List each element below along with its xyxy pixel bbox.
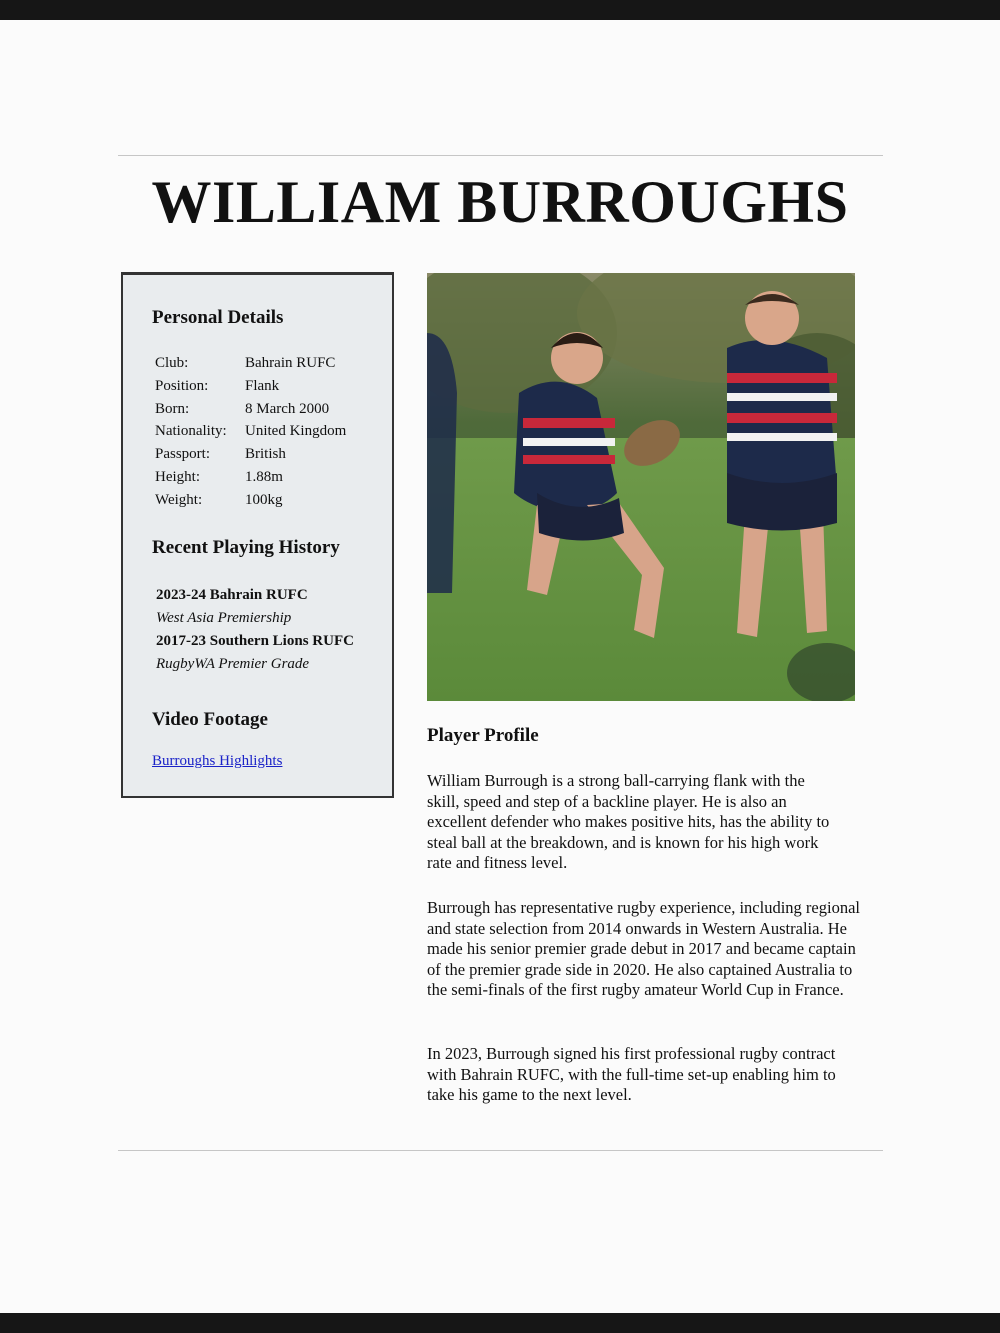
history-entry-club	[156, 631, 354, 654]
personal-details-heading: Personal Details	[152, 307, 284, 328]
detail-row	[155, 355, 346, 378]
history-league: West Asia Premiership	[156, 610, 292, 626]
top-divider	[118, 155, 883, 156]
detail-value: United Kingdom	[245, 423, 347, 440]
detail-value: Bahrain RUFC	[245, 355, 336, 371]
history-years: 2017-23	[156, 633, 206, 649]
detail-row	[155, 492, 346, 515]
detail-label: Position:	[155, 377, 209, 394]
details-sidebar	[121, 272, 394, 798]
detail-value: 8 March 2000	[245, 400, 330, 417]
detail-row	[155, 423, 346, 446]
history-club: Southern Lions RUFC	[209, 633, 354, 649]
detail-value: 100kg	[245, 491, 283, 508]
detail-value: British	[245, 446, 286, 463]
player-profile-heading: Player Profile	[427, 725, 539, 746]
detail-label: Club:	[155, 355, 189, 371]
detail-row	[155, 446, 346, 469]
bottom-page-bar	[0, 1313, 1000, 1333]
detail-value: 1.88m	[245, 468, 283, 485]
detail-label: Passport:	[155, 446, 211, 463]
detail-row	[155, 469, 346, 492]
detail-row	[155, 378, 346, 401]
player-action-photo	[427, 273, 855, 701]
playing-history-heading: Recent Playing History	[152, 537, 340, 558]
history-league: RugbyWA Premier Grade	[156, 656, 310, 672]
profile-paragraph: In 2023, Burrough signed his first professional rugby contract with Bahrain RUFC, with the full-time set-up enabling him to take his game to the next level.	[427, 1044, 836, 1105]
profile-paragraph: Burrough has representative rugby experience, including regional and state selection from 2014 onwards in Western Australia. He made his senior premier grade debut in 2017 and became captain of the premier grade side in 2020. He also captained Australia to the semi-finals of the first rugby amateur World Cup in France.	[427, 898, 860, 1000]
personal-details-table	[155, 355, 346, 515]
history-entry-club	[156, 585, 354, 608]
player-name-title: WILLIAM BURROUGHS	[151, 169, 849, 235]
playing-history-list	[156, 585, 354, 677]
history-years: 2023-24	[156, 587, 206, 603]
highlights-video-link[interactable]: Burroughs Highlights	[152, 753, 283, 769]
detail-value: Flank	[245, 377, 280, 394]
detail-label: Height:	[155, 468, 200, 485]
profile-paragraph: William Burrough is a strong ball-carrying flank with the skill, speed and step of a backline player. He is also an excellent defender who makes positive hits, has the ability to steal ball at the breakdown, and is known for his high work rate and fitness level.	[427, 771, 830, 873]
detail-label: Weight:	[155, 491, 203, 508]
history-club: Bahrain RUFC	[209, 587, 308, 603]
bottom-divider	[118, 1150, 883, 1151]
detail-label: Born:	[155, 400, 190, 417]
video-footage-heading: Video Footage	[152, 709, 268, 730]
top-page-bar	[0, 0, 1000, 20]
detail-row	[155, 401, 346, 424]
detail-label: Nationality:	[155, 423, 227, 440]
